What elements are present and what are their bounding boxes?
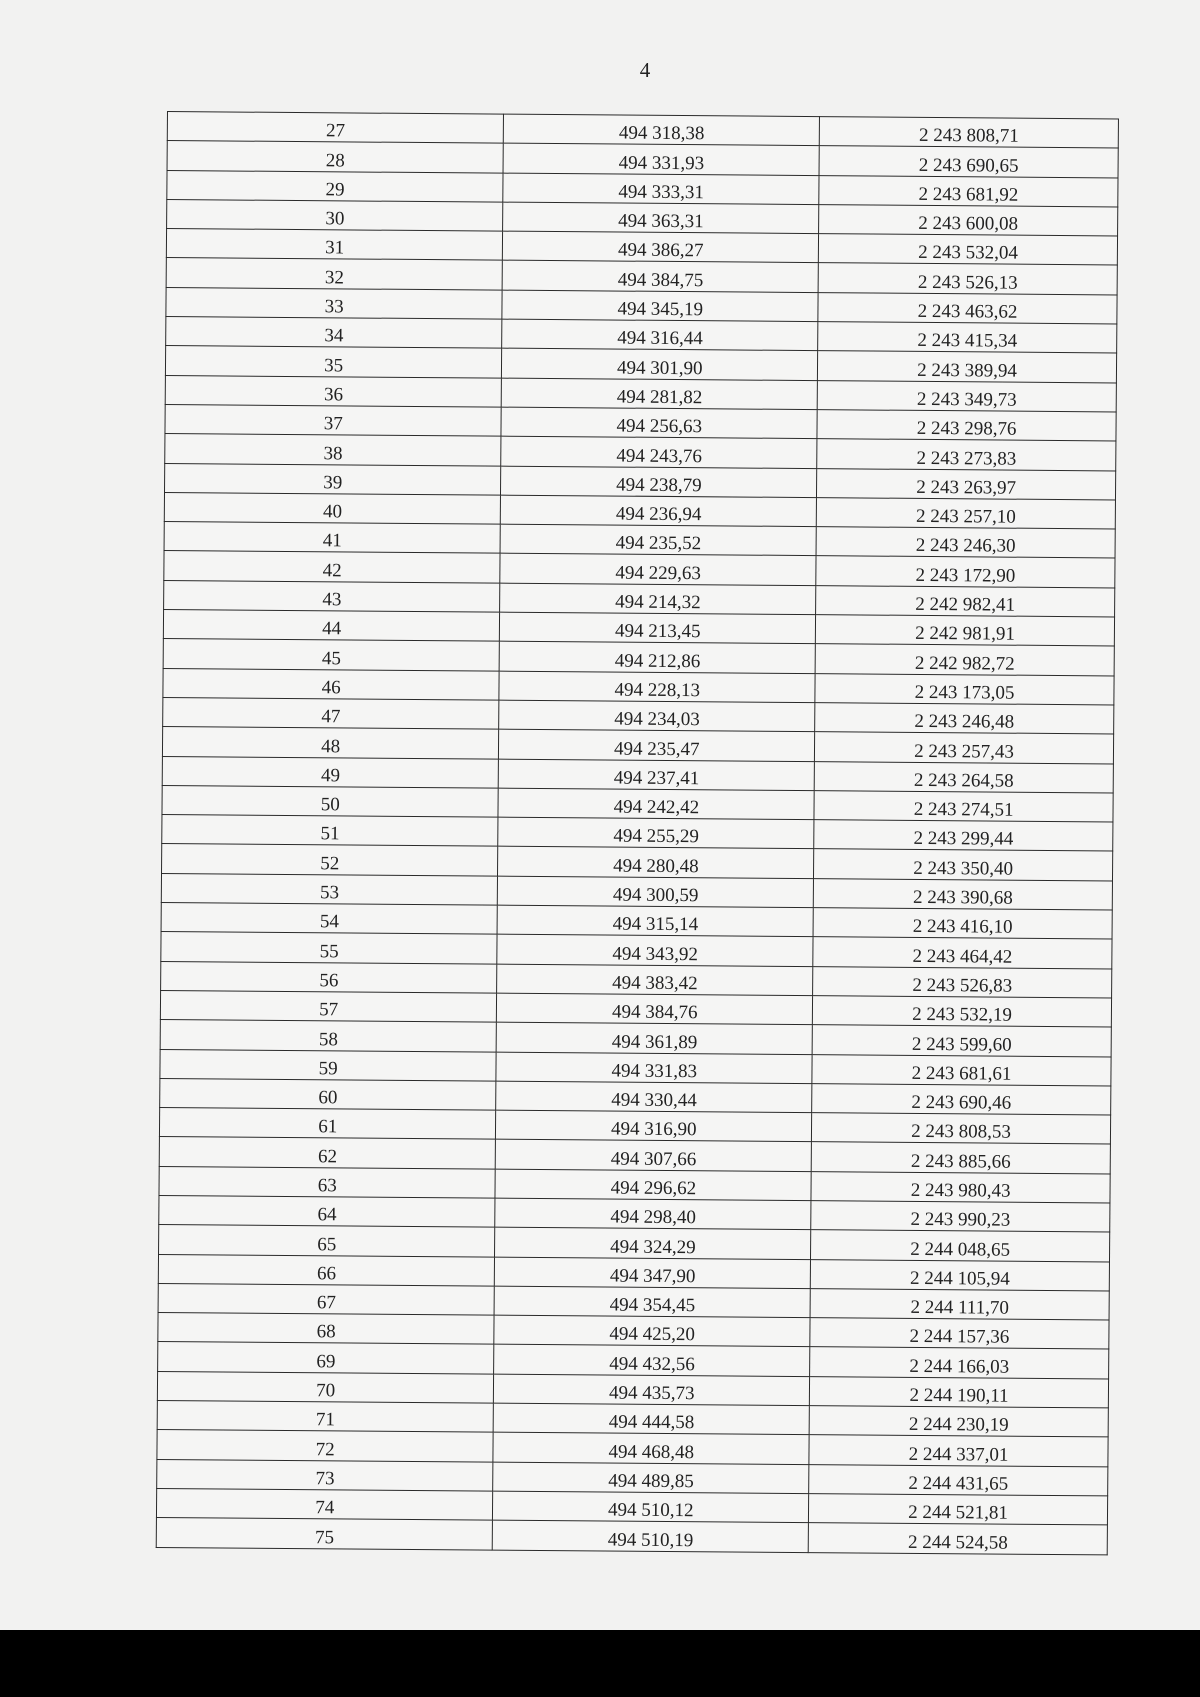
x-coordinate-value: 494 435,73 <box>608 1382 695 1405</box>
y-coordinate-cell <box>811 1171 1110 1203</box>
point-number-cell <box>165 375 502 407</box>
point-number-value: 28 <box>325 149 345 171</box>
y-coordinate-value: 2 243 681,92 <box>918 183 1019 206</box>
y-coordinate-value: 2 243 463,62 <box>917 300 1018 323</box>
x-coordinate-value: 494 281,82 <box>616 386 703 409</box>
coordinates-table-body <box>156 112 1118 1555</box>
point-number-value: 55 <box>319 940 339 962</box>
y-coordinate-value: 2 244 157,36 <box>909 1326 1010 1349</box>
y-coordinate-value: 2 243 257,43 <box>914 740 1015 763</box>
point-number-cell <box>163 668 500 700</box>
y-coordinate-cell <box>813 937 1112 969</box>
y-coordinate-cell <box>811 1142 1110 1174</box>
y-coordinate-cell <box>814 761 1113 793</box>
point-number-cell <box>162 844 499 876</box>
y-coordinate-value: 2 243 532,19 <box>912 1004 1012 1026</box>
x-coordinate-value: 494 383,42 <box>612 972 698 995</box>
x-coordinate-value: 494 330,44 <box>611 1089 697 1112</box>
x-coordinate-value: 494 301,90 <box>616 357 703 379</box>
point-number-cell <box>159 1195 496 1227</box>
y-coordinate-value: 2 243 273,83 <box>916 447 1017 470</box>
y-coordinate-value: 2 243 464,42 <box>912 945 1013 968</box>
y-coordinate-value: 2 244 105,94 <box>909 1267 1010 1290</box>
x-coordinate-cell <box>500 641 816 673</box>
x-coordinate-cell <box>495 1257 811 1289</box>
point-number-cell <box>162 785 499 817</box>
point-number-cell <box>167 199 504 231</box>
x-coordinate-value: 494 316,44 <box>617 327 703 350</box>
x-coordinate-cell <box>502 319 818 351</box>
point-number-cell <box>160 1049 497 1081</box>
point-number-value: 56 <box>319 970 339 992</box>
y-coordinate-cell <box>810 1288 1109 1320</box>
point-number-value: 65 <box>317 1233 337 1255</box>
y-coordinate-value: 2 243 416,10 <box>912 916 1013 938</box>
x-coordinate-cell <box>493 1491 809 1523</box>
x-coordinate-value: 494 238,79 <box>616 474 702 497</box>
y-coordinate-value: 2 243 980,43 <box>910 1179 1011 1202</box>
point-number-value: 59 <box>318 1058 338 1080</box>
x-coordinate-value: 494 318,38 <box>618 122 705 145</box>
y-coordinate-cell <box>817 468 1116 500</box>
x-coordinate-value: 494 347,90 <box>609 1265 696 1288</box>
y-coordinate-cell <box>816 497 1115 529</box>
y-coordinate-value: 2 243 172,90 <box>915 564 1016 587</box>
x-coordinate-cell <box>495 1198 811 1230</box>
point-number-cell <box>167 112 504 144</box>
point-number-cell <box>157 1430 494 1462</box>
x-coordinate-value: 494 510,12 <box>608 1499 694 1522</box>
x-coordinate-cell <box>503 261 819 293</box>
x-coordinate-value: 494 213,45 <box>614 620 701 643</box>
x-coordinate-cell <box>494 1315 810 1347</box>
x-coordinate-value: 494 237,41 <box>613 767 700 790</box>
y-coordinate-value: 2 244 230,19 <box>908 1414 1009 1437</box>
x-coordinate-value: 494 229,63 <box>615 562 702 584</box>
y-coordinate-cell <box>817 410 1116 442</box>
point-number-value: 36 <box>323 384 344 406</box>
x-coordinate-cell <box>499 729 815 761</box>
point-number-value: 61 <box>318 1116 338 1138</box>
x-coordinate-value: 494 256,63 <box>616 415 703 438</box>
point-number-cell <box>165 404 502 436</box>
y-coordinate-value: 2 243 599,60 <box>911 1033 1012 1056</box>
y-coordinate-cell <box>819 175 1118 207</box>
x-coordinate-value: 494 228,13 <box>614 679 701 702</box>
y-coordinate-value: 2 242 981,91 <box>915 623 1015 646</box>
x-coordinate-cell <box>494 1374 810 1406</box>
point-number-value: 62 <box>317 1145 338 1168</box>
y-coordinate-cell <box>816 556 1115 588</box>
point-number-cell <box>163 610 500 642</box>
x-coordinate-cell <box>497 905 813 937</box>
y-coordinate-value: 2 242 982,41 <box>915 593 1016 616</box>
x-coordinate-cell <box>500 612 816 644</box>
x-coordinate-value: 494 316,90 <box>610 1118 697 1141</box>
point-number-value: 49 <box>320 765 341 787</box>
page-number: 4 <box>639 58 651 82</box>
x-coordinate-value: 494 255,29 <box>613 825 699 848</box>
point-number-value: 43 <box>322 589 342 611</box>
point-number-value: 48 <box>321 735 341 757</box>
y-coordinate-cell <box>815 644 1114 676</box>
y-coordinate-cell <box>818 292 1117 324</box>
point-number-value: 72 <box>315 1438 335 1461</box>
y-coordinate-value: 2 243 298,76 <box>916 418 1017 440</box>
y-coordinate-value: 2 243 264,58 <box>913 769 1014 792</box>
x-coordinate-value: 494 235,52 <box>615 532 702 555</box>
point-number-cell <box>158 1313 495 1345</box>
x-coordinate-value: 494 242,42 <box>613 796 700 819</box>
y-coordinate-cell <box>819 146 1118 178</box>
x-coordinate-value: 494 361,89 <box>611 1031 698 1053</box>
y-coordinate-cell <box>815 673 1114 705</box>
y-coordinate-value: 2 244 521,81 <box>908 1502 1009 1524</box>
x-coordinate-value: 494 331,93 <box>618 152 705 174</box>
point-number-value: 39 <box>323 472 343 494</box>
y-coordinate-value: 2 243 681,61 <box>911 1062 1012 1085</box>
x-coordinate-cell <box>496 1052 812 1084</box>
x-coordinate-cell <box>496 1110 812 1142</box>
y-coordinate-cell <box>810 1259 1109 1291</box>
x-coordinate-cell <box>494 1345 810 1377</box>
x-coordinate-value: 494 354,45 <box>609 1294 696 1317</box>
y-coordinate-value: 2 243 257,10 <box>915 506 1016 528</box>
point-number-cell <box>161 902 498 934</box>
y-coordinate-value: 2 243 349,73 <box>916 388 1017 411</box>
x-coordinate-cell <box>497 934 813 966</box>
point-number-cell <box>159 1225 496 1257</box>
y-coordinate-value: 2 244 337,01 <box>908 1443 1009 1466</box>
point-number-cell <box>166 287 503 319</box>
x-coordinate-cell <box>503 202 819 234</box>
point-number-cell <box>166 317 503 349</box>
point-number-cell <box>157 1371 494 1403</box>
x-coordinate-value: 494 333,31 <box>618 181 705 204</box>
point-number-value: 33 <box>324 296 344 318</box>
y-coordinate-value: 2 243 350,40 <box>913 857 1014 880</box>
x-coordinate-value: 494 296,62 <box>610 1177 697 1200</box>
point-number-value: 34 <box>324 325 344 347</box>
point-number-value: 64 <box>317 1204 337 1226</box>
x-coordinate-cell <box>497 1022 813 1054</box>
point-number-value: 40 <box>322 501 343 523</box>
x-coordinate-value: 494 384,76 <box>611 1001 698 1024</box>
y-coordinate-value: 2 242 982,72 <box>914 652 1015 675</box>
x-coordinate-value: 494 425,20 <box>609 1323 696 1346</box>
x-coordinate-value: 494 315,14 <box>612 913 699 936</box>
y-coordinate-cell <box>819 117 1118 149</box>
y-coordinate-cell <box>811 1201 1110 1233</box>
point-number-value: 37 <box>323 413 343 435</box>
point-number-value: 47 <box>321 706 341 728</box>
x-coordinate-value: 494 468,48 <box>608 1441 695 1463</box>
y-coordinate-cell <box>815 703 1114 735</box>
x-coordinate-cell <box>493 1462 809 1494</box>
x-coordinate-value: 494 298,40 <box>610 1206 696 1229</box>
y-coordinate-cell <box>812 1113 1111 1145</box>
y-coordinate-value: 2 243 415,34 <box>917 330 1018 353</box>
y-coordinate-value: 2 243 526,83 <box>912 974 1013 997</box>
point-number-cell <box>162 815 499 847</box>
y-coordinate-cell <box>813 878 1112 910</box>
y-coordinate-value: 2 244 524,58 <box>907 1531 1008 1554</box>
y-coordinate-value: 2 244 431,65 <box>908 1472 1009 1495</box>
y-coordinate-value: 2 243 246,48 <box>914 711 1015 733</box>
y-coordinate-cell <box>816 585 1115 617</box>
x-coordinate-cell <box>495 1169 811 1201</box>
y-coordinate-value: 2 243 246,30 <box>915 535 1016 558</box>
y-coordinate-value: 2 243 173,05 <box>914 681 1015 704</box>
y-coordinate-value: 2 243 532,04 <box>918 242 1018 265</box>
x-coordinate-cell <box>500 554 816 586</box>
y-coordinate-cell <box>818 263 1117 295</box>
x-coordinate-value: 494 345,19 <box>617 298 704 321</box>
x-coordinate-value: 494 235,47 <box>613 738 700 760</box>
y-coordinate-value: 2 243 389,94 <box>917 359 1018 382</box>
point-number-value: 52 <box>320 852 340 875</box>
x-coordinate-cell <box>498 817 814 849</box>
x-coordinate-cell <box>503 143 819 175</box>
x-coordinate-cell <box>496 1081 812 1113</box>
x-coordinate-value: 494 384,75 <box>617 269 704 291</box>
point-number-value: 53 <box>320 882 340 904</box>
point-number-value: 50 <box>320 794 340 816</box>
point-number-cell <box>156 1518 493 1550</box>
x-coordinate-cell <box>502 349 818 381</box>
x-coordinate-cell <box>499 671 815 703</box>
y-coordinate-cell <box>813 908 1112 940</box>
x-coordinate-value: 494 489,85 <box>608 1470 694 1493</box>
x-coordinate-cell <box>499 759 815 791</box>
point-number-value: 60 <box>318 1087 338 1109</box>
point-number-cell <box>165 434 502 466</box>
point-number-cell <box>165 463 502 495</box>
y-coordinate-cell <box>810 1318 1109 1350</box>
y-coordinate-value: 2 243 808,53 <box>911 1121 1012 1144</box>
point-number-value: 58 <box>318 1028 339 1050</box>
y-coordinate-cell <box>811 1230 1110 1262</box>
x-coordinate-cell <box>501 436 817 468</box>
point-number-value: 31 <box>325 237 345 259</box>
y-coordinate-cell <box>809 1464 1108 1496</box>
x-coordinate-cell <box>498 876 814 908</box>
point-number-cell <box>164 580 501 612</box>
point-number-cell <box>161 961 498 993</box>
x-coordinate-value: 494 234,03 <box>614 708 700 731</box>
x-coordinate-value: 494 214,32 <box>615 591 701 614</box>
y-coordinate-value: 2 243 390,68 <box>912 886 1013 909</box>
y-coordinate-value: 2 243 990,23 <box>910 1209 1011 1231</box>
x-coordinate-cell <box>501 407 817 439</box>
point-number-value: 27 <box>325 120 346 142</box>
x-coordinate-value: 494 331,83 <box>611 1060 698 1082</box>
point-number-value: 68 <box>316 1321 336 1343</box>
x-coordinate-value: 494 212,86 <box>614 650 701 672</box>
point-number-cell <box>158 1254 495 1286</box>
x-coordinate-cell <box>497 993 813 1025</box>
x-coordinate-value: 494 386,27 <box>617 240 704 262</box>
point-number-cell <box>160 1078 497 1110</box>
x-coordinate-cell <box>500 524 816 556</box>
y-coordinate-cell <box>813 966 1112 998</box>
x-coordinate-cell <box>493 1432 809 1464</box>
x-coordinate-cell <box>499 700 815 732</box>
point-number-cell <box>164 522 501 554</box>
point-number-value: 73 <box>315 1468 335 1490</box>
y-coordinate-cell <box>810 1376 1109 1408</box>
x-coordinate-cell <box>494 1403 810 1435</box>
y-coordinate-cell <box>812 1025 1111 1057</box>
point-number-value: 46 <box>321 677 341 699</box>
point-number-value: 70 <box>316 1380 336 1402</box>
y-coordinate-cell <box>809 1406 1108 1438</box>
x-coordinate-value: 494 280,48 <box>613 855 699 877</box>
y-coordinate-value: 2 244 048,65 <box>910 1238 1011 1261</box>
y-coordinate-value: 2 244 166,03 <box>909 1355 1010 1378</box>
x-coordinate-value: 494 510,19 <box>607 1529 694 1551</box>
x-coordinate-value: 494 363,31 <box>618 210 704 233</box>
point-number-cell <box>161 932 498 964</box>
point-number-value: 67 <box>316 1292 336 1314</box>
point-number-cell <box>156 1488 493 1520</box>
y-coordinate-value: 2 243 885,66 <box>910 1150 1011 1173</box>
x-coordinate-cell <box>501 495 817 527</box>
y-coordinate-cell <box>819 205 1118 237</box>
point-number-value: 41 <box>322 530 342 552</box>
x-coordinate-cell <box>498 788 814 820</box>
y-coordinate-cell <box>812 1083 1111 1115</box>
y-coordinate-cell <box>813 996 1112 1028</box>
x-coordinate-cell <box>498 847 814 879</box>
point-number-cell <box>167 141 504 173</box>
y-coordinate-cell <box>814 849 1113 881</box>
point-number-value: 63 <box>317 1175 337 1197</box>
point-number-value: 51 <box>320 823 340 845</box>
point-number-cell <box>163 697 500 729</box>
y-coordinate-value: 2 244 190,11 <box>909 1384 1009 1407</box>
point-number-value: 38 <box>323 442 343 464</box>
y-coordinate-cell <box>817 380 1116 412</box>
coordinates-table <box>156 111 1119 1555</box>
point-number-cell <box>166 229 503 261</box>
y-coordinate-value: 2 243 263,97 <box>916 476 1017 499</box>
point-number-cell <box>159 1108 496 1140</box>
point-number-value: 69 <box>316 1350 336 1373</box>
x-coordinate-value: 494 432,56 <box>609 1353 695 1375</box>
y-coordinate-cell <box>810 1347 1109 1379</box>
point-number-cell <box>157 1401 494 1433</box>
x-coordinate-cell <box>495 1286 811 1318</box>
y-coordinate-cell <box>817 439 1116 471</box>
x-coordinate-cell <box>495 1227 811 1259</box>
x-coordinate-cell <box>497 964 813 996</box>
point-number-cell <box>164 551 501 583</box>
point-number-value: 35 <box>324 354 344 377</box>
point-number-cell <box>158 1342 495 1374</box>
point-number-value: 75 <box>314 1526 335 1548</box>
point-number-cell <box>159 1166 496 1198</box>
point-number-cell <box>163 639 500 671</box>
point-number-cell <box>162 727 499 759</box>
point-number-cell <box>160 990 497 1022</box>
x-coordinate-value: 494 343,92 <box>612 943 699 965</box>
y-coordinate-cell <box>818 234 1117 266</box>
scan-bottom-edge <box>0 1630 1200 1697</box>
point-number-cell <box>161 873 498 905</box>
y-coordinate-cell <box>812 1054 1111 1086</box>
y-coordinate-value: 2 243 808,71 <box>918 125 1019 147</box>
y-coordinate-value: 2 243 690,65 <box>918 154 1019 177</box>
y-coordinate-cell <box>818 322 1117 354</box>
x-coordinate-value: 494 243,76 <box>616 445 702 467</box>
x-coordinate-cell <box>501 466 817 498</box>
point-number-value: 32 <box>324 267 344 289</box>
x-coordinate-value: 494 307,66 <box>610 1148 697 1170</box>
x-coordinate-cell <box>500 583 816 615</box>
x-coordinate-cell <box>496 1140 812 1172</box>
y-coordinate-value: 2 243 526,13 <box>917 271 1018 294</box>
point-number-cell <box>157 1459 494 1491</box>
point-number-value: 66 <box>317 1263 337 1285</box>
y-coordinate-cell <box>809 1435 1108 1467</box>
point-number-value: 42 <box>322 559 342 582</box>
y-coordinate-cell <box>814 790 1113 822</box>
y-coordinate-cell <box>809 1494 1108 1526</box>
point-number-value: 54 <box>319 911 339 933</box>
y-coordinate-cell <box>816 527 1115 559</box>
point-number-value: 45 <box>321 647 342 670</box>
x-coordinate-cell <box>502 378 818 410</box>
x-coordinate-cell <box>502 290 818 322</box>
point-number-value: 30 <box>325 208 345 230</box>
point-number-cell <box>158 1283 495 1315</box>
point-number-cell <box>162 756 499 788</box>
y-coordinate-cell <box>814 820 1113 852</box>
point-number-cell <box>159 1137 496 1169</box>
x-coordinate-cell <box>504 114 820 146</box>
point-number-cell <box>167 170 504 202</box>
y-coordinate-value: 2 243 690,46 <box>911 1091 1012 1114</box>
point-number-cell <box>160 1020 497 1052</box>
point-number-value: 57 <box>319 999 339 1021</box>
y-coordinate-cell <box>818 351 1117 383</box>
x-coordinate-value: 494 444,58 <box>608 1411 695 1434</box>
point-number-value: 44 <box>322 618 342 640</box>
point-number-value: 29 <box>325 179 345 201</box>
point-number-cell <box>166 258 503 290</box>
y-coordinate-value: 2 243 274,51 <box>913 799 1014 821</box>
y-coordinate-value: 2 243 600,08 <box>918 213 1019 235</box>
y-coordinate-value: 2 243 299,44 <box>913 828 1014 851</box>
x-coordinate-value: 494 236,94 <box>615 503 702 526</box>
point-number-value: 71 <box>315 1409 336 1431</box>
y-coordinate-cell <box>816 615 1115 647</box>
x-coordinate-cell <box>503 231 819 263</box>
x-coordinate-cell <box>493 1520 809 1552</box>
y-coordinate-value: 2 244 111,70 <box>910 1297 1009 1319</box>
x-coordinate-value: 494 300,59 <box>612 884 699 907</box>
point-number-value: 74 <box>315 1497 335 1519</box>
point-number-cell <box>164 492 501 524</box>
y-coordinate-cell <box>815 732 1114 764</box>
x-coordinate-cell <box>503 173 819 205</box>
point-number-cell <box>165 346 502 378</box>
y-coordinate-cell <box>808 1523 1107 1555</box>
x-coordinate-value: 494 324,29 <box>610 1236 696 1258</box>
